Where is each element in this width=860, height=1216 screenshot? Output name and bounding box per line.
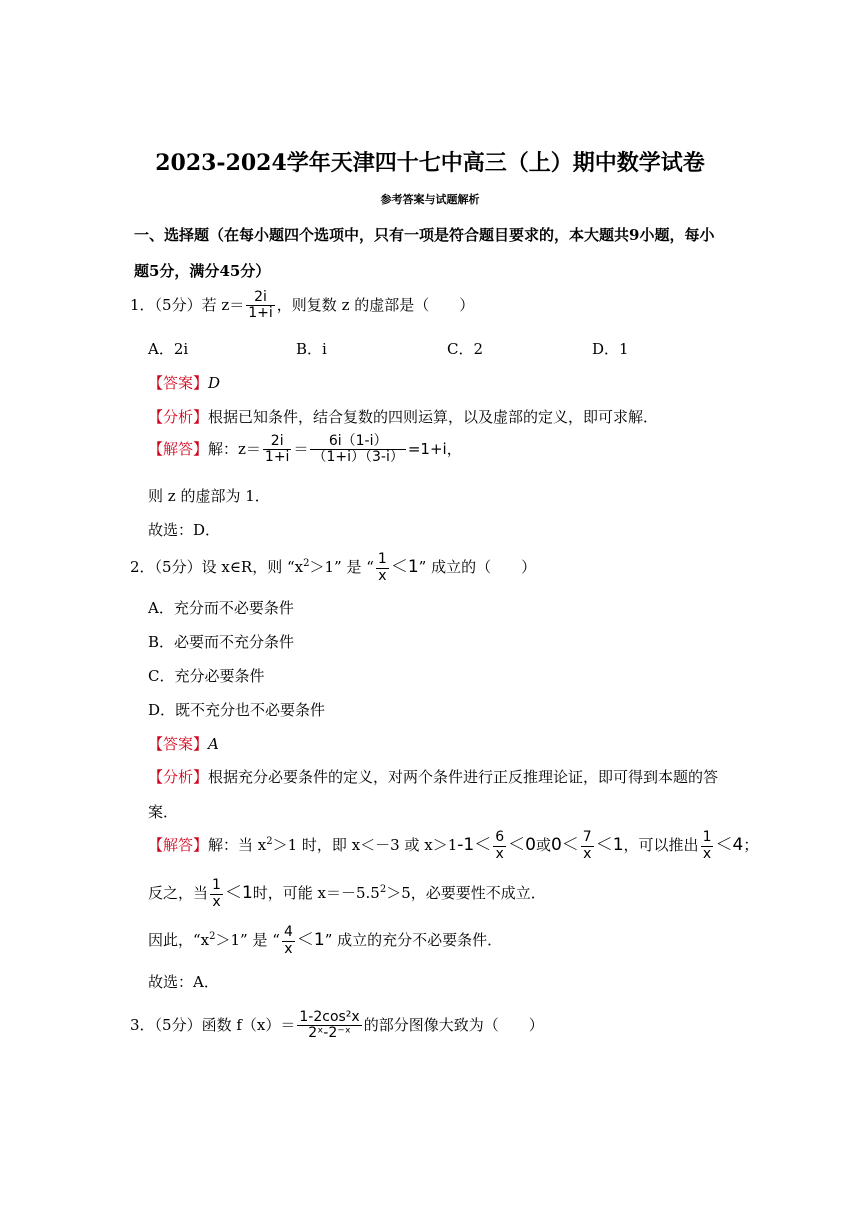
q2-conv-a: 反之，当 <box>148 884 209 902</box>
q2-thus-f-den: x <box>284 940 293 957</box>
q1-solution-prefix: 解：z＝ <box>208 439 261 458</box>
q2-thus-lt: ＜ <box>296 930 314 950</box>
q2-conv-lt: ＜ <box>224 883 242 903</box>
q2-lt: ＜ <box>390 557 408 577</box>
q1-analysis-tag: 【分析】 <box>148 408 209 426</box>
section-heading-line-2: 题5分，满分45分） <box>134 262 271 280</box>
q1-analysis-text: 根据已知条件，结合复数的四则运算，以及虚部的定义，即可求解． <box>208 408 659 426</box>
q1-answer-value: D <box>208 374 221 392</box>
q2-solution-tag: 【解答】 <box>148 836 209 854</box>
q3-fraction <box>297 1010 361 1042</box>
q2-conv-f-num: 1 <box>212 877 221 894</box>
section-heading-line-1: 一、选择题（在每小题四个选项中，只有一项是符合题目要求的，本大题共9小题，每小 <box>134 226 715 244</box>
q1-suffix: ，则复数 z 的虚部是（ ） <box>276 295 475 314</box>
q2-analysis-line-1 <box>148 766 718 787</box>
q2-conv-fraction <box>210 878 223 910</box>
q2-fraction <box>376 552 389 584</box>
q2-sol-four: 4 <box>732 835 744 855</box>
page-title: 2023-2024学年天津四十七中高三（上）期中数学试卷 <box>155 150 705 176</box>
q2-sol-a-sup: 2 <box>266 836 273 847</box>
q2-conv-sup: 2 <box>379 884 387 895</box>
question-3-stem <box>130 1010 544 1042</box>
q2-conv-c: ＞5，必要要性不成立． <box>386 884 546 902</box>
page-subtitle: 参考答案与试题解析 <box>380 193 480 206</box>
q1-sol-tail: =1+i， <box>407 439 462 458</box>
q2-one: 1 <box>407 557 419 577</box>
q2-frac-den: x <box>378 567 387 584</box>
q2-sol-or: 或 <box>535 836 551 854</box>
q2-solution-line-3 <box>148 925 502 957</box>
q2-option-b: B．必要而不充分条件 <box>148 633 295 651</box>
q2-option-a: A．充分而不必要条件 <box>148 599 294 617</box>
q2-conv-one: 1 <box>241 883 253 903</box>
q2-sol-f2-num: 7 <box>582 829 592 846</box>
q2-thus-fraction <box>282 925 295 957</box>
q1-sol-fraction-2 <box>310 434 405 466</box>
q2-analysis-text: 根据充分必要条件的定义，对两个条件进行正反推理论证，即可得到本题的答 <box>208 768 719 786</box>
q1-option-a: A．2i <box>148 340 189 358</box>
q2-prefix: 2．（5分）设 x∈R，则 “x <box>130 558 304 576</box>
q2-sup: 2 <box>303 558 310 569</box>
q1-prefix: 1．（5分）若 z＝ <box>130 295 245 314</box>
q2-sol-f1-den: x <box>495 845 504 862</box>
q2-sol-m1: -1 <box>457 835 475 855</box>
q1-option-b: B．i <box>296 340 327 358</box>
q2-sol-one: 1 <box>612 835 624 855</box>
q2-sol-c: ，可以推出 <box>623 836 699 854</box>
q1-frac-den: 1+i <box>248 305 273 322</box>
q2-sol-lt-2: ＜ <box>508 835 526 855</box>
q2-option-c: C．充分必要条件 <box>148 667 265 685</box>
q1-sol-eq: ＝ <box>293 439 309 458</box>
q2-solution-line-1 <box>148 830 758 862</box>
q1-sol-f2-den: （1+i）（3-i） <box>312 449 404 466</box>
q2-answer-value: A <box>208 735 219 753</box>
q3-frac-num: 1-2cos²x <box>299 1009 360 1025</box>
q2-option-d: D．既不充分也不必要条件 <box>148 701 326 719</box>
question-2-stem <box>130 552 536 584</box>
q1-sol-f1-den: 1+i <box>264 449 290 466</box>
q3-suffix: 的部分图像大致为（ ） <box>363 1015 544 1034</box>
q2-sol-f1-num: 6 <box>495 829 505 846</box>
q2-conv-f-den: x <box>212 893 221 910</box>
q2-conv-b: 时，可能 x＝－5.5 <box>252 884 380 902</box>
q2-sol-zero: 0 <box>525 835 536 855</box>
q2-answer-tag: 【答案】 <box>148 735 209 753</box>
q2-thus-a: 因此，“x <box>148 931 210 949</box>
q1-option-d: D．1 <box>592 340 629 358</box>
q2-sol-lt-3: ＜ <box>561 835 579 855</box>
q2-sol-fraction-2 <box>581 830 594 862</box>
q2-thus-sup: 2 <box>209 931 216 942</box>
q2-sol-d: ； <box>743 836 759 854</box>
q1-sol-fraction-1 <box>263 434 292 466</box>
q2-thus-f-num: 4 <box>283 924 293 941</box>
q1-solution-tag: 【解答】 <box>148 439 209 458</box>
q2-sol-f3-num: 1 <box>702 829 712 846</box>
q2-sol-fraction-3 <box>701 830 714 862</box>
q1-sol-f2-num: 6i（1-i） <box>310 434 405 450</box>
q2-thus-b: ＞1” 是 “ <box>215 931 280 949</box>
q2-sol-f2-den: x <box>583 845 592 862</box>
q2-sol-lt-5: ＜ <box>715 835 733 855</box>
q2-sol-fraction-1 <box>493 830 506 862</box>
q1-analysis <box>148 406 658 427</box>
q2-sol-lt-4: ＜ <box>595 835 613 855</box>
question-1-stem <box>130 290 474 322</box>
q1-fraction <box>246 290 275 322</box>
q2-thus-one: 1 <box>313 930 325 950</box>
q2-analysis-line-2: 案． <box>148 803 179 821</box>
q2-mid: ＞1” 是 “ <box>309 558 374 576</box>
q2-sol-a: 解：当 x <box>208 836 267 854</box>
q2-answer <box>148 733 219 754</box>
q1-solution-line-2: 则 z 的虚部为 1． <box>148 487 270 505</box>
q2-sol-lt-1: ＜ <box>474 835 492 855</box>
q2-frac-num: 1 <box>377 551 387 568</box>
q1-option-c: C．2 <box>447 340 484 358</box>
q2-sol-b: ＞1 时，即 x＜－3 或 x＞1 <box>272 836 458 854</box>
q2-thus-c: ” 成立的充分不必要条件． <box>324 931 503 949</box>
q3-prefix: 3．（5分）函数 f（x）＝ <box>130 1015 296 1034</box>
q2-sol-f3-den: x <box>702 845 712 862</box>
q2-choose: 故选：A． <box>148 973 219 991</box>
q3-frac-den: 2ˣ-2⁻ˣ <box>308 1025 351 1042</box>
q2-solution-line-2 <box>148 878 546 910</box>
q1-answer-tag: 【答案】 <box>148 374 209 392</box>
q1-sol-f1-num: 2i <box>263 434 292 450</box>
q1-frac-num: 2i <box>246 290 275 306</box>
q1-solution <box>148 434 462 466</box>
q2-suffix: ” 成立的（ ） <box>418 558 537 576</box>
q2-analysis-tag: 【分析】 <box>148 768 209 786</box>
q1-answer <box>148 372 220 393</box>
q2-sol-zero-2: 0 <box>550 835 562 855</box>
q1-choose: 故选：D． <box>148 521 221 539</box>
